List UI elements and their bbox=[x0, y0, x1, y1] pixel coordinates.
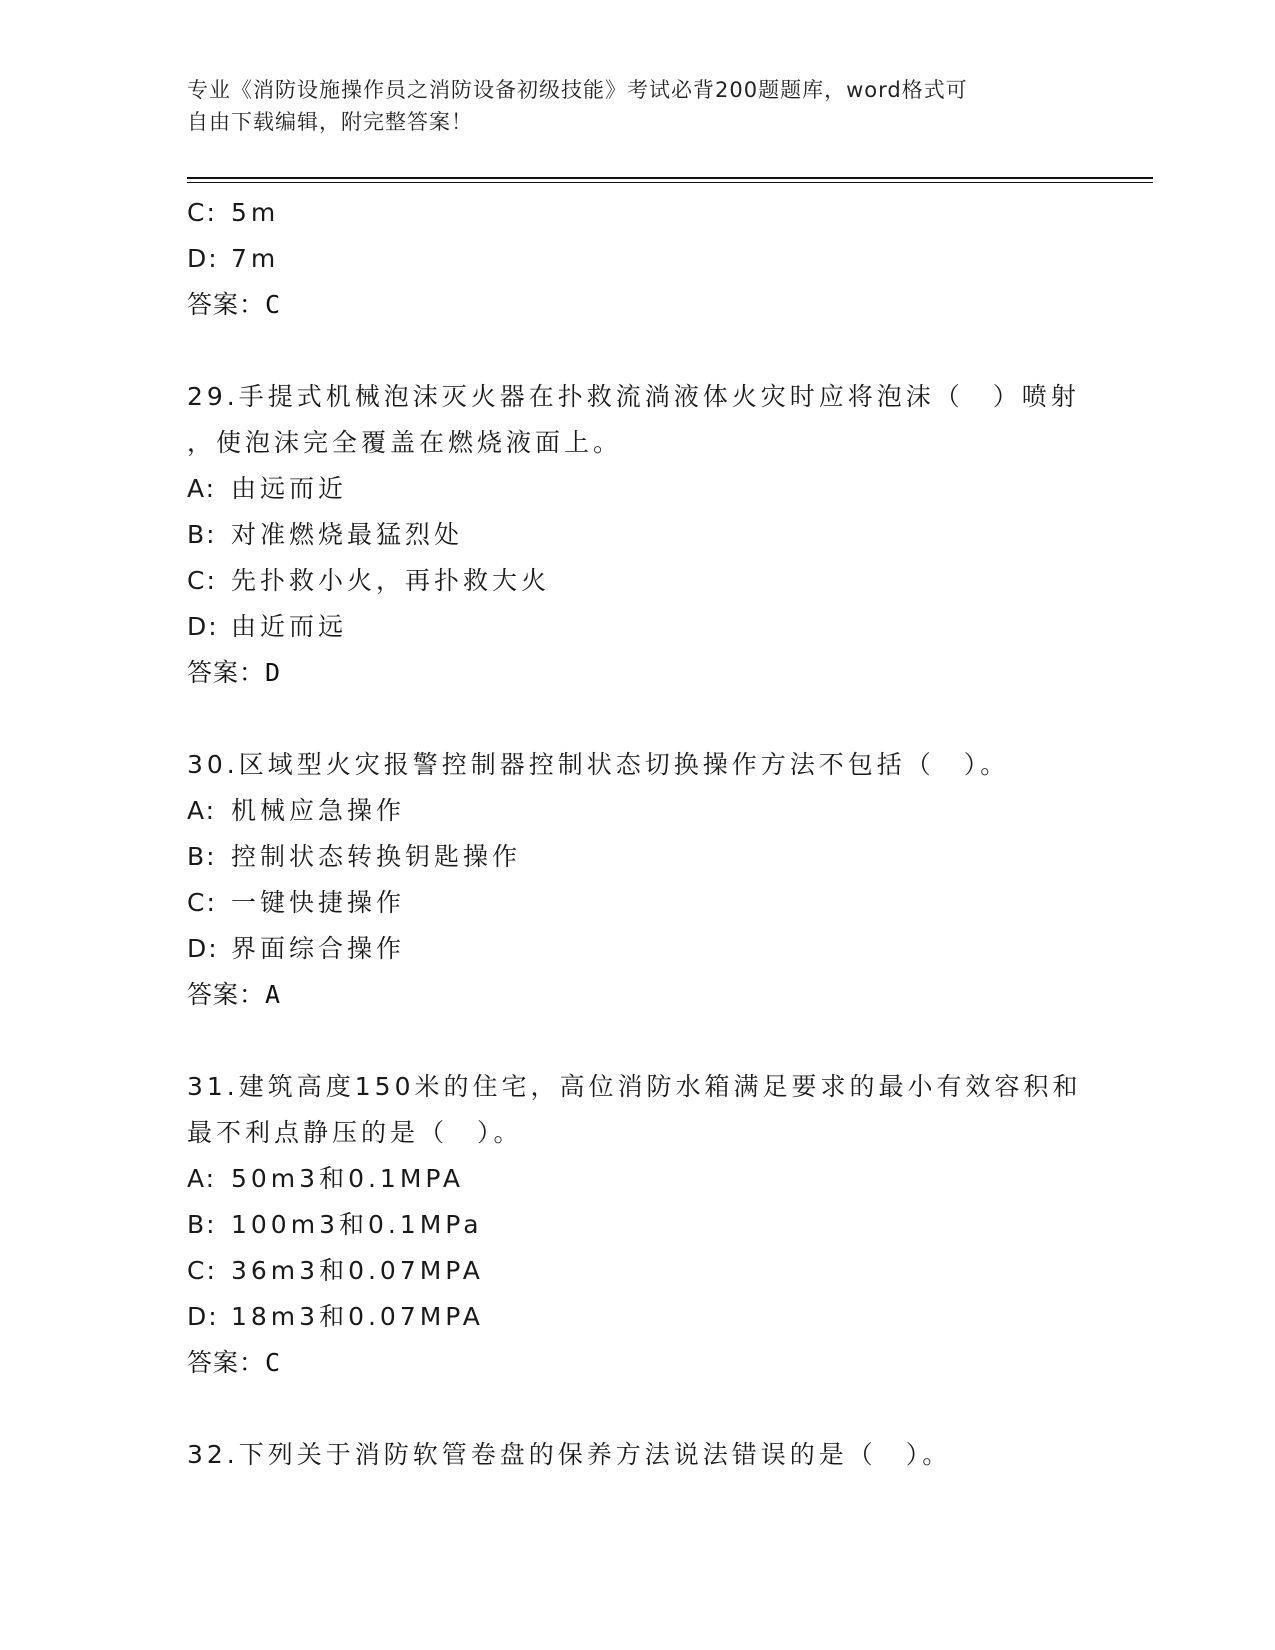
header-line-1: 专业《消防设施操作员之消防设备初级技能》考试必背200题题库，word格式可 bbox=[187, 78, 968, 102]
option-c: C: 36m3和0.07MPA bbox=[187, 1256, 484, 1285]
question-29-stem-line-2: ，使泡沫完全覆盖在燃烧液面上。 bbox=[187, 428, 623, 457]
question-29 bbox=[187, 374, 1087, 696]
question-31 bbox=[187, 1064, 1087, 1386]
option-d: D: 由近而远 bbox=[187, 612, 348, 641]
answer-line: 答案：A bbox=[187, 980, 282, 1009]
question-28-tail bbox=[187, 190, 1087, 328]
answer-line: 答案：C bbox=[187, 1348, 282, 1377]
question-32 bbox=[187, 1432, 1087, 1478]
option-d: D: 18m3和0.07MPA bbox=[187, 1302, 484, 1331]
option-a: A: 50m3和0.1MPA bbox=[187, 1164, 464, 1193]
question-31-stem-line-2: 最不利点静压的是（ ）。 bbox=[187, 1118, 523, 1147]
document-body bbox=[187, 190, 1087, 1478]
question-30-stem: 30.区域型火灾报警控制器控制状态切换操作方法不包括（ ）。 bbox=[187, 750, 1010, 779]
question-29-stem-line-1: 29.手提式机械泡沫灭火器在扑救流淌液体火灾时应将泡沫（ ）喷射 bbox=[187, 382, 1080, 411]
option-b: B: 对准燃烧最猛烈处 bbox=[187, 520, 464, 549]
option-a: A: 机械应急操作 bbox=[187, 796, 406, 825]
option-d: D: 7m bbox=[187, 244, 280, 273]
header-divider-thick bbox=[187, 177, 1153, 179]
header-divider-thin bbox=[187, 182, 1153, 183]
answer-line: 答案：D bbox=[187, 658, 282, 687]
option-a: A: 由远而近 bbox=[187, 474, 348, 503]
header-line-2: 自由下载编辑，附完整答案！ bbox=[187, 110, 473, 134]
answer-line: 答案：C bbox=[187, 290, 282, 319]
question-31-stem-line-1: 31.建筑高度150米的住宅，高位消防水箱满足要求的最小有效容积和 bbox=[187, 1072, 1082, 1101]
option-c: C: 5m bbox=[187, 198, 280, 227]
option-b: B: 100m3和0.1MPa bbox=[187, 1210, 483, 1239]
document-header bbox=[187, 74, 1067, 138]
option-b: B: 控制状态转换钥匙操作 bbox=[187, 842, 522, 871]
question-30 bbox=[187, 742, 1087, 1018]
option-c: C: 先扑救小火，再扑救大火 bbox=[187, 566, 551, 595]
option-c: C: 一键快捷操作 bbox=[187, 888, 406, 917]
question-32-stem: 32.下列关于消防软管卷盘的保养方法说法错误的是（ ）。 bbox=[187, 1440, 952, 1469]
option-d: D: 界面综合操作 bbox=[187, 934, 406, 963]
